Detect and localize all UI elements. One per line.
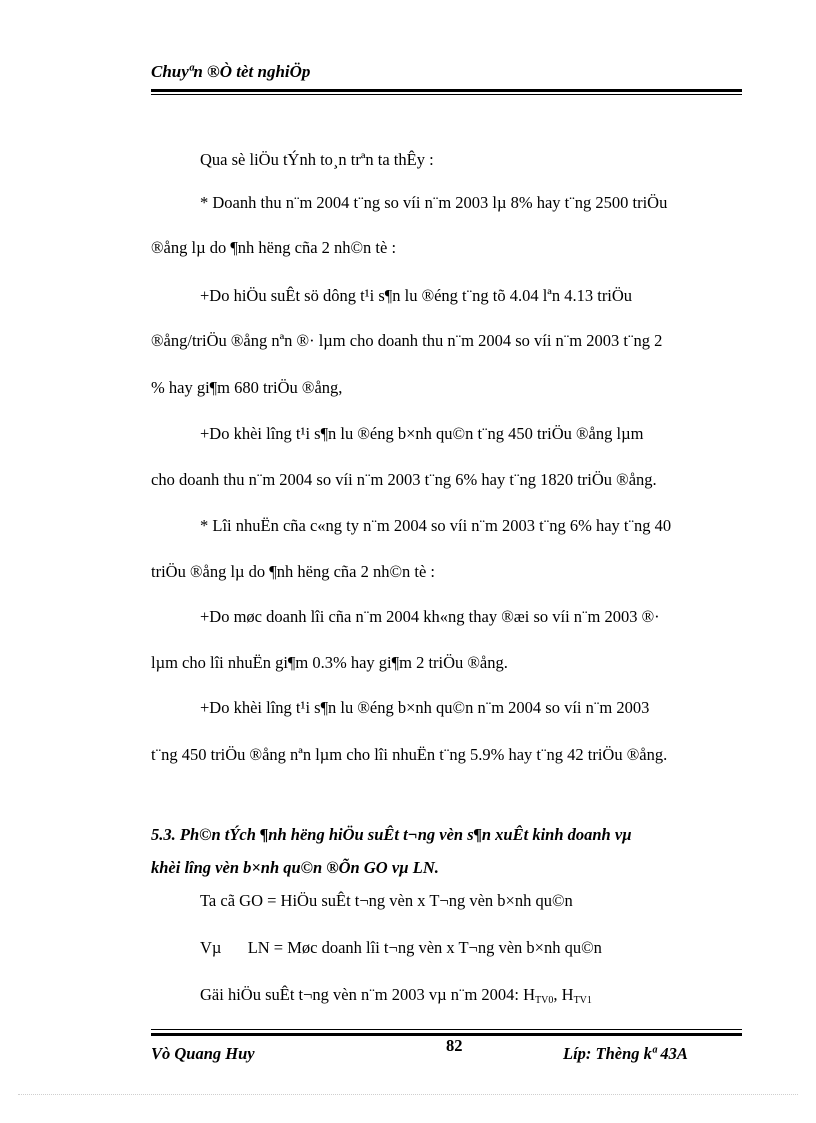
formula-line [200, 938, 602, 958]
paragraph-line: % hay gi¶m 680 triÖu ®ång, [151, 378, 343, 397]
paragraph-line: +Do khèi lîng t¹i s¶n lu ®éng b×nh qu©n n¨m 2004 so víi n¨m 2003 [200, 698, 650, 717]
subscript: TV0 [535, 995, 554, 1006]
paragraph-line: triÖu ®ång lµ do ¶nh hëng cña 2 nh©n tè : [151, 562, 436, 581]
page-bottom-divider [18, 1094, 798, 1095]
separator: , [553, 985, 562, 1004]
subscript: TV1 [573, 995, 592, 1006]
paragraph-line: +Do hiÖu suÊt sö dông t¹i s¶n lu ®éng t¨ng tõ 4.04 lªn 4.13 triÖu [200, 286, 633, 305]
header-rule-thick [151, 89, 742, 92]
formula-line [200, 985, 592, 1011]
paragraph-line: Qua sè liÖu tÝnh to¸n trªn ta thÊy : [200, 150, 434, 169]
paragraph-line: lµm cho lîi nhuËn gi¶m 0.3% hay gi¶m 2 triÖu ®ång. [151, 653, 508, 672]
symbol-h: H [523, 985, 536, 1004]
section-heading: khèi lîng vèn b×nh qu©n ®Õn GO vµ LN. [151, 858, 439, 877]
paragraph-line: +Do møc doanh lîi cña n¨m 2004 kh«ng thay ®æi so víi n¨m 2003 ®· [200, 607, 660, 626]
paragraph-line: * Lîi nhuËn cña c«ng ty n¨m 2004 so víi n¨m 2003 t¨ng 6% hay t¨ng 40 [200, 516, 672, 535]
header-rule-thin [151, 94, 742, 95]
formula-text: LN = Møc doanh lîi t¬ng vèn x T¬ng vèn b×nh qu©n [247, 938, 602, 957]
paragraph-line: cho doanh thu n¨m 2004 so víi n¨m 2003 t¨ng 6% hay t¨ng 1820 triÖu ®ång. [151, 470, 657, 489]
formula-text: Gäi hiÖu suÊt t¬ng vèn n¨m 2003 vµ n¨m 2004: [200, 985, 524, 1004]
symbol-h: H [561, 985, 574, 1004]
page-number: 82 [446, 1036, 463, 1055]
paragraph-line: * Doanh thu n¨m 2004 t¨ng so víi n¨m 2003 lµ 8% hay t¨ng 2500 triÖu [200, 193, 668, 212]
footer-class: Líp: Thèng kª 43A [563, 1044, 688, 1063]
section-heading: 5.3. Ph©n tÝch ¶nh hëng hiÖu suÊt t¬ng vèn s¶n xuÊt kinh doanh vµ [151, 825, 632, 844]
formula-prefix: Vµ [200, 938, 222, 957]
formula-line: Ta cã GO = HiÖu suÊt t¬ng vèn x T¬ng vèn b×nh qu©n [200, 891, 573, 910]
header-title: Chuyªn ®Ò tèt nghiÖp [151, 62, 311, 81]
paragraph-line: ®ång lµ do ¶nh hëng cña 2 nh©n tè : [151, 238, 397, 257]
paragraph-line: +Do khèi lîng t¹i s¶n lu ®éng b×nh qu©n t¨ng 450 triÖu ®ång lµm [200, 424, 644, 443]
paragraph-line: ®ång/triÖu ®ång nªn ®· lµm cho doanh thu n¨m 2004 so víi n¨m 2003 t¨ng 2 [151, 331, 663, 350]
footer-rule-thin [151, 1029, 742, 1030]
footer-author: Vò Quang Huy [151, 1044, 255, 1063]
paragraph-line: t¨ng 450 triÖu ®ång nªn lµm cho lîi nhuËn t¨ng 5.9% hay t¨ng 42 triÖu ®ång. [151, 745, 668, 764]
